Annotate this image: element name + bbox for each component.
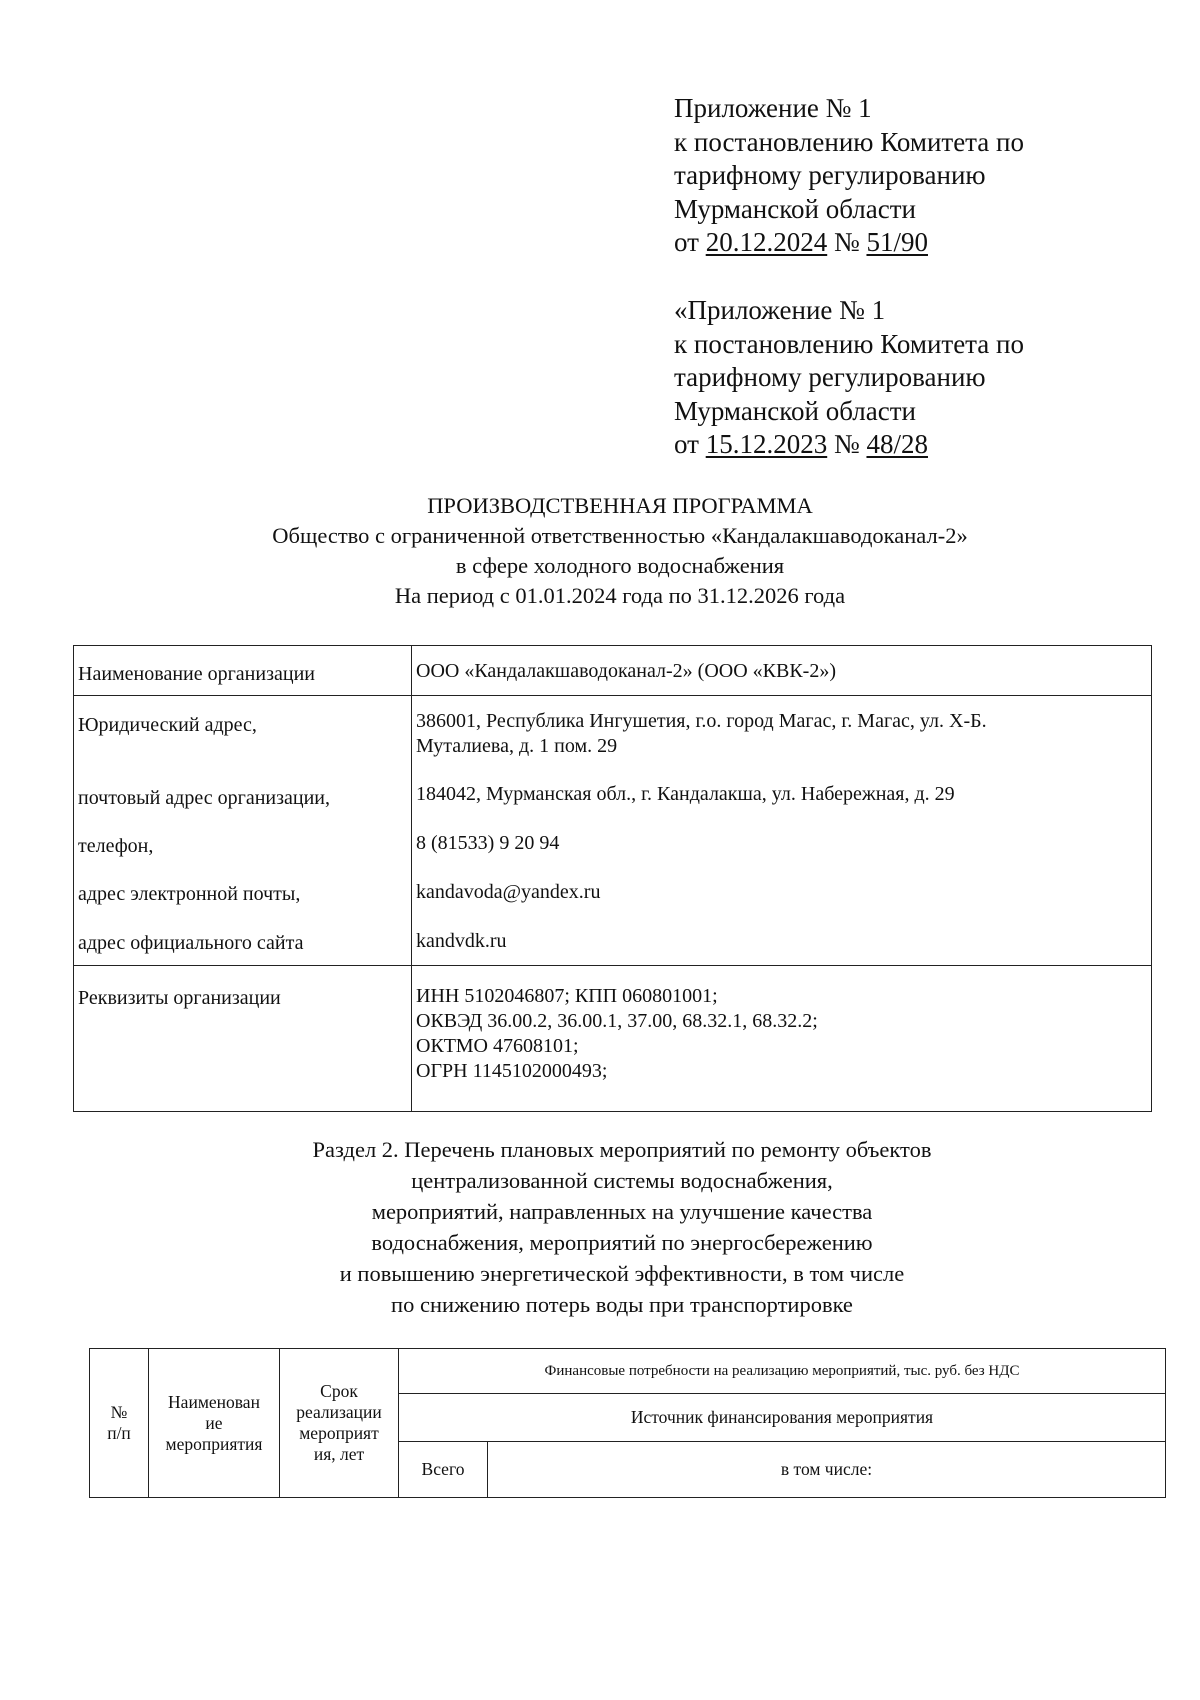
column-header-including: в том числе: [488, 1442, 1166, 1498]
section-title-line: по снижению потерь воды при транспортировке [391, 1292, 853, 1317]
requisites-value-cell [412, 966, 1152, 1112]
table-header-row [90, 1349, 1166, 1394]
name-label-cell [74, 646, 412, 696]
organization-info-table [73, 645, 1152, 1112]
requisites-line: ОКВЭД 36.00.2, 36.00.1, 37.00, 68.32.1, 68.32.2; [416, 1010, 818, 1032]
annex-number: 48/28 [866, 429, 928, 459]
annex-date: 15.12.2023 [705, 429, 828, 459]
measures-table [89, 1348, 1166, 1498]
table-row [74, 696, 1152, 966]
section-2-title [0, 1134, 1200, 1320]
site-value: kandvdk.ru [416, 930, 507, 952]
name-value: ООО «Кандалакшаводоканал-2» (ООО «КВК-2») [416, 660, 836, 682]
table-row [74, 966, 1152, 1112]
section-title-line: водоснабжения, мероприятий по энергосбережению [371, 1230, 873, 1255]
column-header-name: Наименован ие мероприятия [149, 1349, 280, 1498]
program-sphere: в сфере холодного водоснабжения [455, 553, 785, 578]
legal-address-line: 386001, Республика Ингушетия, г.о. город Магас, г. Магас, ул. Х-Б. [416, 710, 987, 732]
name-label: Наименование организации [78, 663, 315, 685]
annex-date-line: от 15.12.2023 № 48/28 [674, 429, 928, 459]
program-title: ПРОИЗВОДСТВЕННАЯ ПРОГРАММА [427, 493, 813, 518]
annex-header-original [674, 294, 1024, 462]
annex-line: тарифному регулированию [674, 160, 986, 190]
annex-title: Приложение № 1 [674, 93, 872, 123]
section-title-line: Раздел 2. Перечень плановых мероприятий по ремонту объектов [312, 1137, 932, 1162]
postal-address-value: 184042, Мурманская обл., г. Кандалакша, ул. Набережная, д. 29 [416, 783, 955, 805]
requisites-label: Реквизиты организации [78, 987, 281, 1009]
requisites-line: ОКТМО 47608101; [416, 1035, 579, 1057]
program-period: На период с 01.01.2024 года по 31.12.2026 года [394, 583, 846, 608]
postal-address-label: почтовый адрес организации, [78, 787, 330, 809]
annex-line: тарифному регулированию [674, 362, 986, 392]
annex-title: «Приложение № 1 [674, 295, 886, 325]
legal-address-label: Юридический адрес, [78, 714, 257, 736]
program-organization: Общество с ограниченной ответственностью «Кандалакшаводоканал-2» [272, 523, 968, 548]
table-row [74, 646, 1152, 696]
annex-date-line: от 20.12.2024 № 51/90 [674, 227, 928, 257]
annex-line: к постановлению Комитета по [674, 126, 1024, 157]
email-value: kandavoda@yandex.ru [416, 881, 601, 903]
requisites-line: ОГРН 1145102000493; [416, 1060, 608, 1082]
program-title-block [0, 491, 1200, 611]
annex-date: 20.12.2024 [705, 227, 828, 257]
annex-header-current [674, 92, 1024, 260]
site-label: адрес официального сайта [78, 932, 304, 954]
section-title-line: мероприятий, направленных на улучшение качества [371, 1199, 873, 1224]
annex-line: к постановлению Комитета по [674, 328, 1024, 359]
annex-number: 51/90 [866, 227, 928, 257]
section-title-line: и повышению энергетической эффективности, в том числе [339, 1261, 905, 1286]
annex-line: Мурманской области [674, 395, 916, 426]
annex-line: Мурманской области [674, 193, 916, 224]
column-header-number: № п/п [90, 1349, 149, 1498]
name-value-cell [412, 646, 1152, 696]
legal-address-line: Муталиева, д. 1 пом. 29 [416, 735, 618, 757]
section-title-line: централизованной системы водоснабжения, [411, 1168, 833, 1193]
phone-label: телефон, [78, 835, 154, 857]
column-header-source: Источник финансирования мероприятия [399, 1394, 1166, 1442]
column-header-financial-needs: Финансовые потребности на реализацию мероприятий, тыс. руб. без НДС [399, 1349, 1166, 1394]
phone-value: 8 (81533) 9 20 94 [416, 832, 560, 854]
requisites-label-cell [74, 966, 412, 1112]
contacts-label-cell [74, 696, 412, 966]
column-header-term: Срок реализации мероприят ия, лет [280, 1349, 399, 1498]
column-header-total: Всего [399, 1442, 488, 1498]
requisites-line: ИНН 5102046807; КПП 060801001; [416, 985, 718, 1007]
email-label: адрес электронной почты, [78, 883, 301, 905]
contacts-value-cell [412, 696, 1152, 966]
